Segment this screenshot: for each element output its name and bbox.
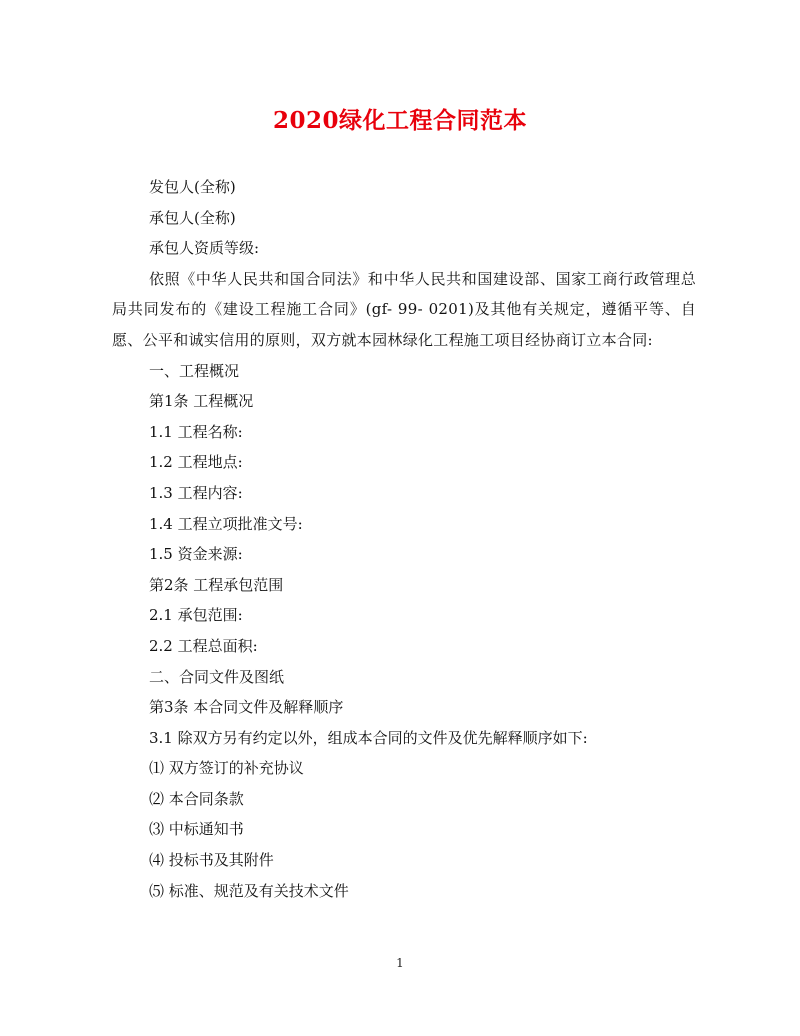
party-b-line: 承包人(全称) — [149, 208, 236, 227]
list-item: ⑷ 投标书及其附件 — [149, 851, 274, 870]
clause-line: 3.1 除双方另有约定以外，组成本合同的文件及优先解释顺序如下: — [149, 728, 588, 747]
list-item: ⑶ 中标通知书 — [149, 820, 244, 839]
qualification-line: 承包人资质等级: — [149, 239, 260, 258]
section-heading: 一、工程概况 — [149, 361, 240, 380]
section-heading: 二、合同文件及图纸 — [149, 667, 285, 686]
clause-line: 1.5 资金来源: — [149, 545, 243, 564]
article-heading: 第2条 工程承包范围 — [149, 575, 284, 594]
clause-line: 1.1 工程名称: — [149, 422, 243, 441]
clause-line: 1.4 工程立项批准文号: — [149, 514, 303, 533]
document-title: 2020绿化工程合同范本 — [272, 107, 527, 134]
article-heading: 第1条 工程概况 — [149, 392, 254, 411]
clause-line: 2.2 工程总面积: — [149, 636, 258, 655]
intro-paragraph: 依照《中华人民共和国合同法》和中华人民共和国建设部、国家工商行政管理总局共同发布的《建设工程施工合同》(gf- 99- 0201)及其他有关规定，遵循平等、自愿、公平和诚实信用的原则，双方就本园林绿化工程施工项目经协商订立本合同: — [112, 269, 696, 349]
page-number: 1 — [396, 956, 404, 970]
list-item: ⑴ 双方签订的补充协议 — [149, 759, 304, 778]
article-heading: 第3条 本合同文件及解释顺序 — [149, 698, 344, 717]
party-a-line: 发包人(全称) — [149, 178, 236, 196]
clause-line: 1.2 工程地点: — [149, 453, 243, 472]
list-item: ⑸ 标准、规范及有关技术文件 — [149, 881, 349, 900]
document-body — [112, 172, 696, 906]
clause-line: 2.1 承包范围: — [149, 606, 243, 625]
clause-line: 1.3 工程内容: — [149, 483, 243, 502]
list-item: ⑵ 本合同条款 — [149, 789, 244, 808]
